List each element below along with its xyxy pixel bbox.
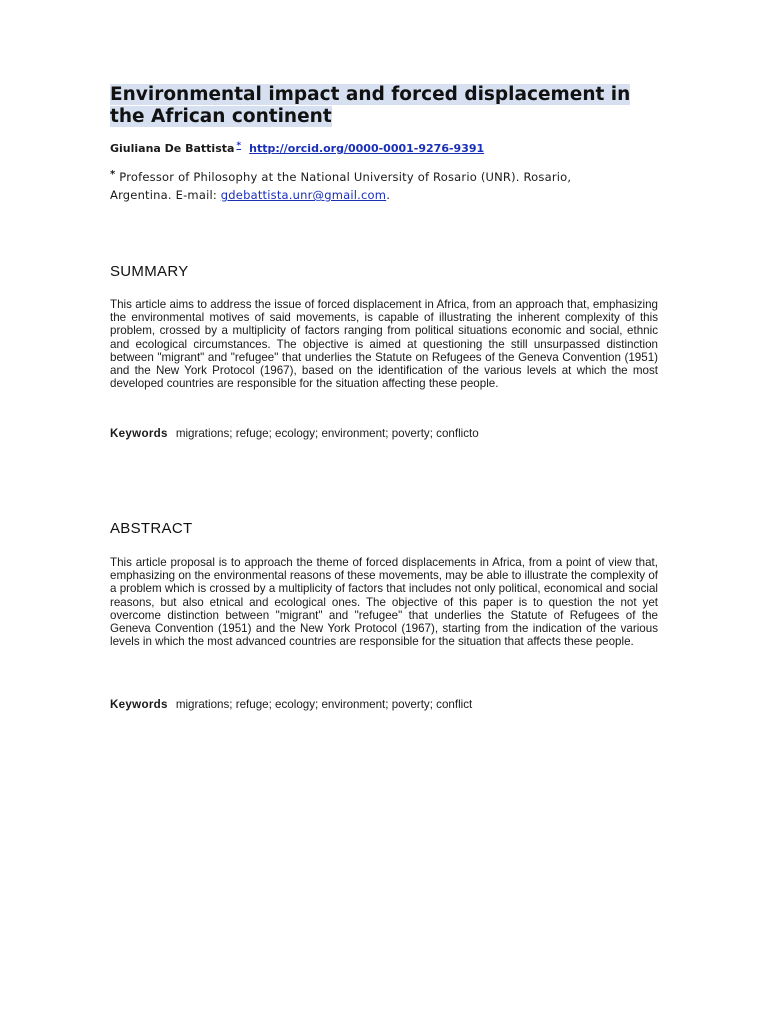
orcid-link[interactable]: http://orcid.org/0000-0001-9276-9391 bbox=[249, 142, 485, 155]
abstract-body: This article proposal is to approach the theme of forced displacements in Africa, from a point of view that, emphasizing on the environmental reasons of these movements, may be able to illustrate the complexity of a problem which is crossed by a multiplicity of factors that includes not only political, economical and social reasons, but also etnical and ecological ones. The objective of this paper is to question the not yet overcome distinction between "migrant" and "refugee" that underlies the Statute of Refugees of the Geneva Convention (1951) and the New York Protocol (1967), starting from the indication of the various levels in which the most advanced countries are responsible for the situation that affects these people. bbox=[110, 556, 658, 649]
author-footnote-link[interactable]: * bbox=[236, 141, 242, 151]
abstract-keywords-list: migrations; refuge; ecology; environment; poverty; conflict bbox=[175, 698, 473, 711]
paper-title bbox=[110, 84, 670, 128]
summary-keywords-label: Keywords bbox=[110, 427, 168, 440]
summary-keywords-list: migrations; refuge; ecology; environment; poverty; conflicto bbox=[175, 427, 479, 440]
summary-keywords bbox=[110, 427, 479, 440]
affiliation-footnote bbox=[110, 166, 630, 204]
summary-heading: SUMMARY bbox=[110, 263, 189, 280]
abstract-heading: ABSTRACT bbox=[110, 520, 193, 537]
author-name: Giuliana De Battista bbox=[110, 142, 235, 155]
author-line bbox=[110, 141, 484, 155]
abstract-keywords-label: Keywords bbox=[110, 698, 168, 711]
paper-title-text: Environmental impact and forced displacement in the African continent bbox=[110, 84, 631, 127]
abstract-keywords bbox=[110, 698, 472, 711]
affiliation-end: . bbox=[386, 188, 391, 202]
email-link[interactable]: gdebattista.unr@gmail.com bbox=[220, 188, 387, 202]
affiliation-mark: * bbox=[110, 169, 116, 180]
affiliation-text: Professor of Philosophy at the National University of Rosario (UNR). Rosario, Argentina. E-mail: bbox=[110, 170, 572, 202]
summary-body: This article aims to address the issue of forced displacement in Africa, from an approach that, emphasizing the environmental motives of said movements, is capable of illustrating the inherent complexity of this problem, crossed by a multiplicity of factors ranging from political situations economic and social, ethnic and ecological circumstances. The objective is aimed at questioning the still unsurpassed distinction between "migrant" and "refugee" that underlies the Statute on Refugees of the Geneva Convention (1951) and the New York Protocol (1967), based on the identification of the various levels at which the most developed countries are responsible for the situation affecting these people. bbox=[110, 298, 658, 391]
